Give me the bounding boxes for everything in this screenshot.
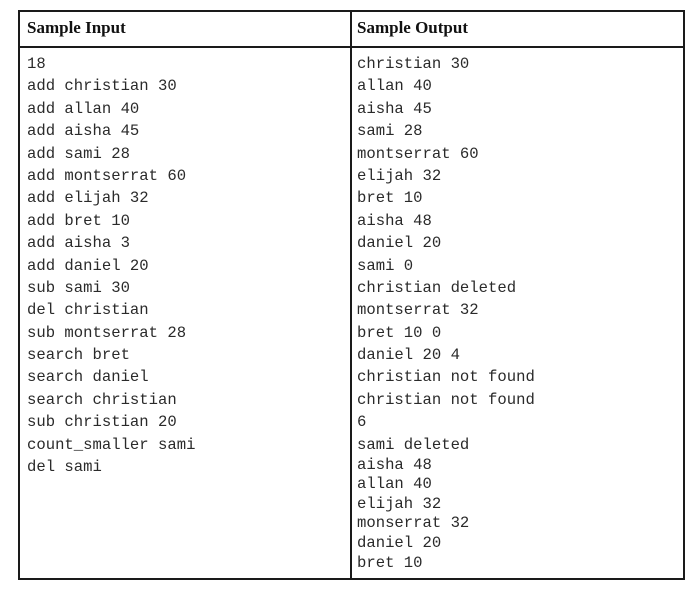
input-line: del christian <box>27 301 149 320</box>
input-line: sub sami 30 <box>27 278 130 297</box>
output-line: christian 30 <box>357 55 470 73</box>
input-line: search bret <box>27 346 130 365</box>
output-line: sami 0 <box>357 256 414 275</box>
input-line: del sami <box>27 458 102 477</box>
input-line: search christian <box>27 390 177 409</box>
output-line: monserrat 32 <box>357 514 470 533</box>
output-line: 6 <box>357 413 367 432</box>
output-line: bret 10 <box>357 189 423 208</box>
input-line: add sami 28 <box>27 144 130 163</box>
input-line: count_smaller sami <box>27 435 196 454</box>
input-line: search daniel <box>27 368 149 387</box>
input-line: sub montserrat 28 <box>27 323 187 342</box>
input-line: add montserrat 60 <box>27 166 187 185</box>
sample-output-tail-lines <box>357 436 469 573</box>
output-line: sami deleted <box>357 436 470 454</box>
output-line: christian deleted <box>357 278 517 297</box>
output-line: bret 10 <box>357 553 423 572</box>
output-line: daniel 20 <box>357 533 442 552</box>
sample-io-table <box>18 10 685 580</box>
output-line: sami 28 <box>357 122 423 141</box>
output-line: daniel 20 <box>357 234 442 253</box>
output-line: elijah 32 <box>357 494 442 513</box>
input-line: add allan 40 <box>27 99 140 118</box>
input-line: add bret 10 <box>27 211 130 230</box>
sample-output-header: Sample Output <box>357 18 468 37</box>
input-line: add daniel 20 <box>27 256 149 275</box>
output-line: aisha 45 <box>357 99 432 118</box>
output-line: allan 40 <box>357 475 432 494</box>
output-line: daniel 20 4 <box>357 346 460 365</box>
sample-input-header: Sample Input <box>27 18 126 37</box>
input-line: add elijah 32 <box>27 189 149 208</box>
output-line: christian not found <box>357 390 535 409</box>
output-line: aisha 48 <box>357 211 432 230</box>
input-line: sub christian 20 <box>27 413 177 432</box>
output-line: montserrat 32 <box>357 301 479 320</box>
output-line: aisha 48 <box>357 455 432 474</box>
input-line: add christian 30 <box>27 77 177 96</box>
output-line: bret 10 0 <box>357 323 442 342</box>
sample-output-lines <box>357 53 535 434</box>
output-line: christian not found <box>357 368 535 387</box>
input-line: 18 <box>27 55 46 73</box>
header-divider <box>20 46 683 48</box>
input-line: add aisha 45 <box>27 122 140 141</box>
output-line: elijah 32 <box>357 166 442 185</box>
output-line: montserrat 60 <box>357 144 479 163</box>
column-divider <box>350 12 352 578</box>
input-line: add aisha 3 <box>27 234 130 253</box>
output-line: allan 40 <box>357 77 432 96</box>
sample-input-lines <box>27 53 195 478</box>
